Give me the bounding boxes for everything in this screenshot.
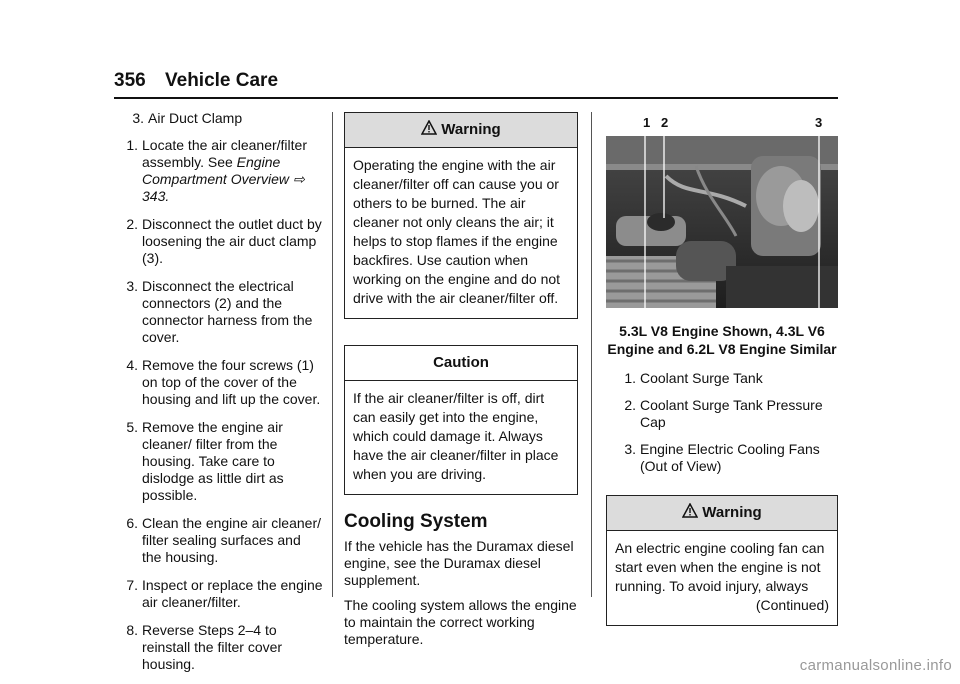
caution-header: Caution	[345, 346, 577, 381]
callout-labels	[606, 114, 838, 128]
warning-icon	[682, 503, 698, 519]
continued-label: (Continued)	[755, 597, 829, 613]
section-title: Vehicle Care	[165, 70, 279, 91]
legend-item-3: 3. Engine Electric Cooling Fans (Out of View)	[624, 441, 820, 474]
header-rule	[114, 97, 838, 99]
step-8: 8. Reverse Steps 2–4 to reinstall the filter cover housing.	[126, 622, 283, 672]
column-divider-right	[591, 112, 592, 597]
watermark: carmanualsonline.info	[799, 657, 952, 674]
warning-icon	[421, 120, 437, 136]
step-5: 5. Remove the engine air cleaner/ filter from the housing. Take care to dislodge as little dirt as possible.	[126, 419, 284, 503]
right-column	[606, 114, 838, 626]
warning-header: Warning	[345, 113, 577, 148]
warning-box	[344, 112, 578, 319]
step-1: 1. Locate the air cleaner/filter assembly. See Engine Compartment Overview ⇨ 343.	[126, 137, 307, 204]
legend-item-2: 2. Coolant Surge Tank Pressure Cap	[624, 397, 823, 430]
step-2: 2. Disconnect the outlet duct by loosening the air duct clamp (3).	[126, 216, 322, 266]
paragraph: The cooling system allows the engine to maintain the correct working temperature.	[344, 597, 577, 647]
callout-1: 1	[643, 115, 651, 130]
list-item: 3. Air Duct Clamp	[132, 110, 243, 126]
middle-column	[344, 112, 578, 656]
column-divider-left	[332, 112, 333, 597]
callout-2: 2	[661, 115, 669, 130]
warning-header: Warning	[607, 496, 837, 531]
step-4: 4. Remove the four screws (1) on top of the cover of the housing and lift up the cover.	[126, 357, 321, 407]
warning-body: Operating the engine with the air cleaner/filter off can cause you or others to be burned. The air cleaner not only cleans the air; it helps to stop flames if the engine backfires. Use caution when working on the engine and do not drive with the air cleaner/filter off.	[353, 157, 561, 306]
section-heading: Cooling System	[344, 511, 488, 532]
warning-box	[606, 495, 838, 626]
step-6: 6. Clean the engine air cleaner/ filter sealing surfaces and the housing.	[126, 515, 322, 565]
engine-compartment-photo	[606, 128, 838, 314]
warning-body: An electric engine cooling fan can start even when the engine is not running. To avoid injury, always (Continued)	[615, 540, 829, 613]
step-3: 3. Disconnect the electrical connectors (2) and the connector harness from the cover.	[126, 278, 313, 345]
caution-body: If the air cleaner/filter is off, dirt can easily get into the engine, which could damage it. Always have the air cleaner/filter in place when you are driving.	[353, 390, 559, 482]
paragraph: If the vehicle has the Duramax diesel engine, see the Duramax diesel supplement.	[344, 538, 574, 588]
page-number: 356	[114, 70, 146, 91]
page-header	[114, 70, 278, 92]
caution-box	[344, 345, 578, 495]
legend-item-1: 1. Coolant Surge Tank	[624, 370, 763, 386]
step-7: 7. Inspect or replace the engine air cleaner/filter.	[126, 577, 323, 610]
photo-caption: 5.3L V8 Engine Shown, 4.3L V6 Engine and 6.2L V8 Engine Similar	[607, 323, 837, 357]
page-reference-link[interactable]: ⇨ 343.	[142, 171, 305, 204]
left-column	[114, 110, 324, 684]
callout-3: 3	[815, 115, 823, 130]
